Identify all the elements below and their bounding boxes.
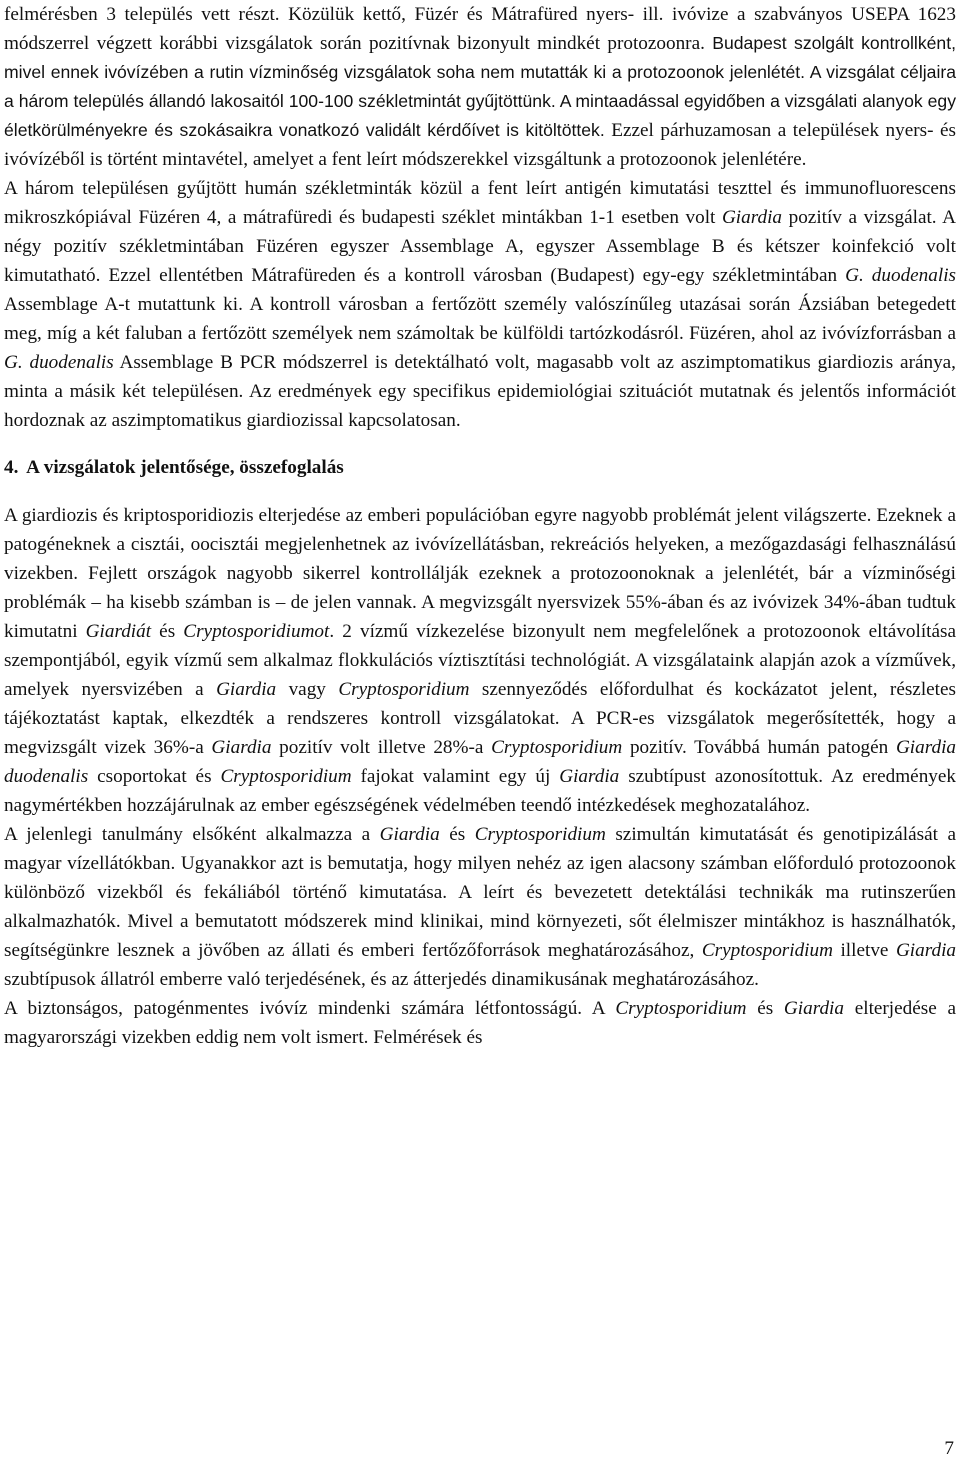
italic-term: Cryptosporidium xyxy=(474,824,606,845)
text-run: A három településen gyűjtött humán székletminták közül a fent leírt antigén kimutatási teszttel és immunofluorescens mikroszkópiával Füzéren 4, a mátrafüredi és budapesti széklet mintákban 1-1 esetben volt xyxy=(4,178,956,228)
italic-term: Cryptosporidium xyxy=(491,737,623,758)
page-number: 7 xyxy=(944,1438,954,1459)
italic-term: Giardia xyxy=(211,737,272,758)
text-run: Ezzel párhuzamosan a települések nyers- és ivóvízéből is történt mintavétel, amelyet a fent leírt módszerekkel vizsgáltunk a protozoonok jelenlétére. xyxy=(4,120,957,170)
text-run: pozitív volt illetve 28%-a xyxy=(271,737,492,758)
text-run: Budapest szolgált kontrollként, mivel ennek ivóvízében a rutin vízminőség vizsgálatok soha nem mutatták ki a protozoonok jelenlétét. A vizsgálat céljaira a három település állandó lakosaitól 100-100 székletmintát gyűjtöttünk. A mintaadással egyidőben a vizsgálati alanyok egy életkörülményekre és szokásaikra vonatkozó validált kérdőívet is kitöltöttek. xyxy=(4,33,956,140)
text-run: és xyxy=(151,621,184,642)
italic-term: Cryptosporidium xyxy=(615,998,747,1019)
text-run: és xyxy=(746,998,784,1019)
section-number: 4. xyxy=(4,457,19,478)
text-run: A giardiozis és kriptosporidiozis elterjedése az emberi populációban egyre nagyobb problémát jelent világszerte. Ezeknek a patogéneknek a cisztái, oocisztái megjelenhetnek az ivóvízellátásban, rekreációs helyeken, a mezőgazdasági felhasználású vizekben. Fejlett országok nagyobb sikerrel kontrollálják ezeknek a protozoonoknak a jelenlétét, bár a vízminőségi problémák – ha kisebb számban is – de jelen vannak. A megvizsgált nyersvizek 55%-ában és az ivóvizek 34%-ában tudtuk kimutatni xyxy=(4,505,956,642)
text-run: Assemblage B PCR módszerrel is detektálható volt, magasabb volt az aszimptomatikus giardiozis aránya, minta a másik két településen. Az eredmények egy specifikus epidemiológiai szituációt mutatnak és jelentős információt hordoznak az aszimptomatikus giardiozissal kapcsolatosan. xyxy=(4,352,956,431)
text-run: és xyxy=(439,824,475,845)
text-run: szubtípusok állatról emberre való terjedésének, és az átterjedés dinamikusának meghatározásához. xyxy=(4,969,759,990)
italic-term: Giardia xyxy=(783,998,844,1019)
text-run: szennyeződés előfordulhat és kockázatot jelent, részletes tájékoztatást kaptak, elkezdték a rendszeres kontroll vizsgálatokat. A PCR-es vizsgálatok megerősítették, hogy a megvizsgált vizek 36%-a xyxy=(4,679,956,758)
section-heading xyxy=(4,453,956,482)
paragraph xyxy=(4,820,956,994)
paragraph xyxy=(4,994,956,1052)
text-run: A jelenlegi tanulmány elsőként alkalmazza a xyxy=(4,824,380,845)
italic-term: Cryptosporidium xyxy=(338,679,470,700)
text-run: szubtípust azonosítottuk. Az eredmények nagymértékben hozzájárulnak az ember egészségének védelmében teendő intézkedések meghozatalához. xyxy=(4,766,956,816)
text-run: . 2 vízmű vízkezelése bizonyult nem megfelelőnek a protozoonok eltávolítása szempontjából, egyik vízmű sem alkalmaz flokkulációs víztisztítási technológiát. A vizsgálataink alapján azok a vízművek, amelyek nyersvizében a xyxy=(4,621,957,700)
paragraph xyxy=(4,0,956,174)
text-run: pozitív. Továbbá humán patogén xyxy=(622,737,896,758)
text-run: Assemblage A-t mutattunk ki. A kontroll városban a fertőzött személy valószínűleg utazásai során Ázsiában betegedett meg, míg a két faluban a fertőzött személyek nem számoltak be külföldi tartózkodásról. Füzéren, ahol az ivóvízforrásban a xyxy=(4,294,956,344)
italic-term: Cryptosporidiumot xyxy=(183,621,330,642)
italic-term: Giardia xyxy=(895,940,956,961)
paragraphs-bottom xyxy=(4,501,956,1052)
italic-term: Giardia xyxy=(379,824,440,845)
paragraph xyxy=(4,174,956,435)
text-run: felmérésben 3 település vett részt. Közülük kettő, Füzér és Mátrafüred nyers- ill. ivóvize a szabványos USEPA 1623 módszerrel végzett korábbi vizsgálatok során pozitívnak bizonyult mindkét protozoonra. xyxy=(4,4,956,54)
italic-term: G. duodenalis xyxy=(4,352,114,373)
text-run: fajokat valamint egy új xyxy=(351,766,560,787)
text-run: elterjedése a magyarországi vizekben eddig nem volt ismert. Felmérések és xyxy=(4,998,956,1048)
italic-term: Giardia xyxy=(721,207,783,228)
italic-term: Cryptosporidium xyxy=(701,940,833,961)
paragraphs-top xyxy=(4,0,956,435)
text-run: vagy xyxy=(276,679,339,700)
italic-term: G. duodenalis xyxy=(845,265,956,286)
italic-term: Cryptosporidium xyxy=(220,766,352,787)
italic-term: Giardia xyxy=(216,679,277,700)
text-run: szimultán kimutatását és genotipizálását a magyar vízellátókban. Ugyanakkor azt is bemutatja, hogy milyen nehéz az igen alacsony számban előforduló protozoonok különböző vizekből és fekáliából történő kimutatása. A leírt és bevezetett detektálási technikák ma rutinszerűen alkalmazhatók. Mivel a bemutatott módszerek mind klinikai, mind környezeti, sőt élelmiszer mintákhoz is használhatók, segítségünkre lesznek a jövőben az állati és emberi fertőzőforrások meghatározásához, xyxy=(4,824,956,961)
text-run: A biztonságos, patogénmentes ivóvíz mindenki számára létfontosságú. A xyxy=(4,998,616,1019)
text-run: csoportokat és xyxy=(88,766,221,787)
text-run: pozitív a vizsgálat. A négy pozitív székletmintában Füzéren egyszer Assemblage A, egyszer Assemblage B és kétszer koinfekció volt kimutatható. Ezzel ellentétben Mátrafüreden és a kontroll városban (Budapest) egy-egy székletmintában xyxy=(4,207,956,286)
italic-term: Giardia duodenalis xyxy=(4,737,957,787)
italic-term: Giardia xyxy=(559,766,620,787)
paragraph xyxy=(4,501,956,820)
document-page xyxy=(4,0,956,1052)
text-run: illetve xyxy=(832,940,896,961)
section-title: A vizsgálatok jelentősége, összefoglalás xyxy=(26,457,344,478)
italic-term: Giardiát xyxy=(85,621,152,642)
